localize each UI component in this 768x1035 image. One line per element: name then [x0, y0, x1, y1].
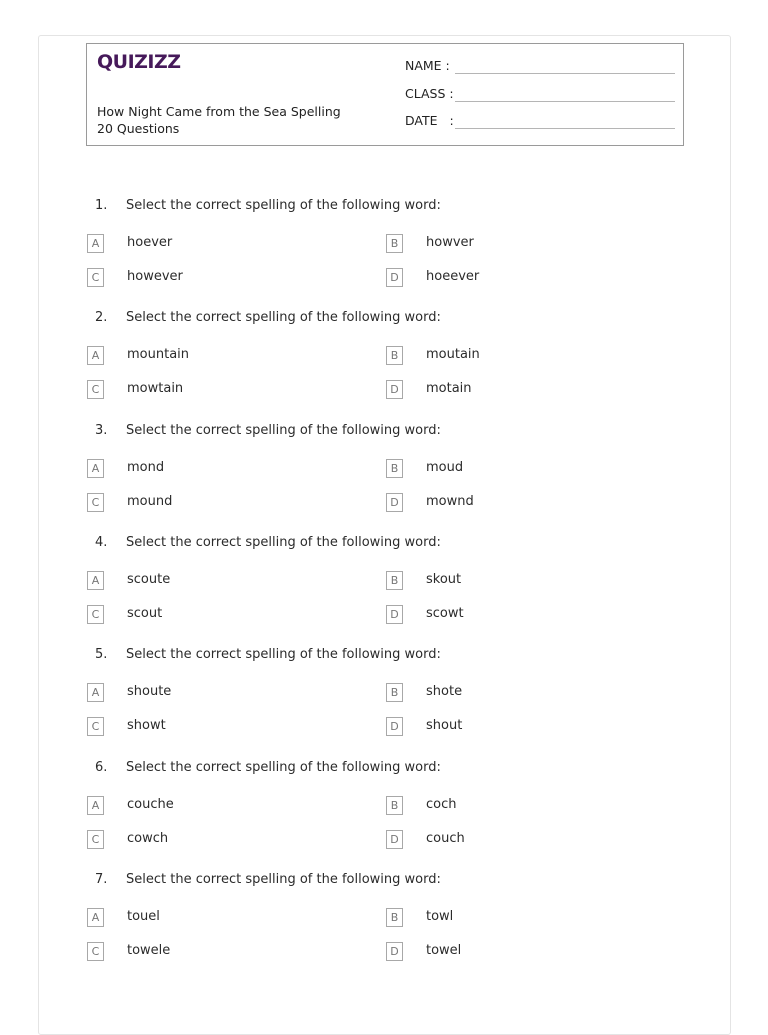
worksheet-title-block	[97, 103, 367, 137]
option-letter-box: D	[386, 380, 403, 399]
question-number: 5.	[95, 647, 108, 662]
question-number: 2.	[95, 310, 108, 325]
worksheet-title: How Night Came from the Sea Spelling	[97, 104, 341, 119]
option-letter-box: D	[386, 268, 403, 287]
worksheet-header	[86, 43, 684, 146]
option-text: towele	[127, 943, 171, 958]
option-letter-box: C	[87, 268, 104, 287]
option-letter-box: C	[87, 493, 104, 512]
option-letter-box: B	[386, 459, 403, 478]
question-number: 1.	[95, 198, 108, 213]
option-letter-box: B	[386, 908, 403, 927]
date-line	[455, 128, 675, 129]
option-text: scout	[127, 606, 163, 621]
date-label: DATE :	[405, 113, 454, 128]
option-text: mownd	[426, 494, 474, 509]
question-text: Select the correct spelling of the following word:	[126, 760, 441, 775]
question-number: 6.	[95, 760, 108, 775]
question-number: 3.	[95, 423, 108, 438]
question-text: Select the correct spelling of the following word:	[126, 423, 441, 438]
option-text: towl	[426, 909, 454, 924]
question-text: Select the correct spelling of the following word:	[126, 535, 441, 550]
name-label: NAME :	[405, 58, 450, 73]
option-letter-box: A	[87, 683, 104, 702]
option-text: shoute	[127, 684, 172, 699]
option-text: hoeever	[426, 269, 480, 284]
option-text: towel	[426, 943, 462, 958]
option-letter-box: A	[87, 346, 104, 365]
option-text: showt	[127, 718, 166, 733]
option-text: touel	[127, 909, 160, 924]
option-text: mowtain	[127, 381, 184, 396]
option-text: couch	[426, 831, 465, 846]
option-text: scowt	[426, 606, 464, 621]
option-letter-box: C	[87, 605, 104, 624]
option-text: cowch	[127, 831, 169, 846]
class-line	[455, 101, 675, 102]
name-field[interactable]	[405, 58, 675, 78]
question-count: 20 Questions	[97, 121, 180, 136]
option-text: coch	[426, 797, 457, 812]
date-field[interactable]	[405, 113, 675, 133]
option-text: motain	[426, 381, 472, 396]
question-text: Select the correct spelling of the following word:	[126, 310, 441, 325]
option-letter-box: B	[386, 796, 403, 815]
option-text: moud	[426, 460, 464, 475]
question-text: Select the correct spelling of the following word:	[126, 647, 441, 662]
option-letter-box: D	[386, 830, 403, 849]
option-text: shout	[426, 718, 463, 733]
option-text: couche	[127, 797, 174, 812]
option-text: mountain	[127, 347, 190, 362]
option-text: mound	[127, 494, 173, 509]
quizizz-logo: QUIZIZZ	[97, 51, 181, 73]
option-letter-box: D	[386, 942, 403, 961]
question-number: 4.	[95, 535, 108, 550]
class-label: CLASS :	[405, 86, 454, 101]
option-letter-box: A	[87, 571, 104, 590]
option-letter-box: A	[87, 459, 104, 478]
option-text: hoever	[127, 235, 173, 250]
option-text: moutain	[426, 347, 480, 362]
option-text: howver	[426, 235, 474, 250]
option-letter-box: B	[386, 683, 403, 702]
option-text: mond	[127, 460, 165, 475]
question-text: Select the correct spelling of the following word:	[126, 872, 441, 887]
option-letter-box: B	[386, 234, 403, 253]
option-letter-box: C	[87, 942, 104, 961]
option-letter-box: C	[87, 717, 104, 736]
option-letter-box: D	[386, 605, 403, 624]
option-letter-box: D	[386, 493, 403, 512]
option-letter-box: A	[87, 908, 104, 927]
question-number: 7.	[95, 872, 108, 887]
option-text: scoute	[127, 572, 171, 587]
option-text: however	[127, 269, 183, 284]
option-letter-box: C	[87, 830, 104, 849]
option-letter-box: A	[87, 796, 104, 815]
option-letter-box: D	[386, 717, 403, 736]
name-line	[455, 73, 675, 74]
option-text: shote	[426, 684, 463, 699]
class-field[interactable]	[405, 86, 675, 106]
option-text: skout	[426, 572, 462, 587]
option-letter-box: C	[87, 380, 104, 399]
option-letter-box: B	[386, 346, 403, 365]
question-text: Select the correct spelling of the following word:	[126, 198, 441, 213]
option-letter-box: A	[87, 234, 104, 253]
option-letter-box: B	[386, 571, 403, 590]
